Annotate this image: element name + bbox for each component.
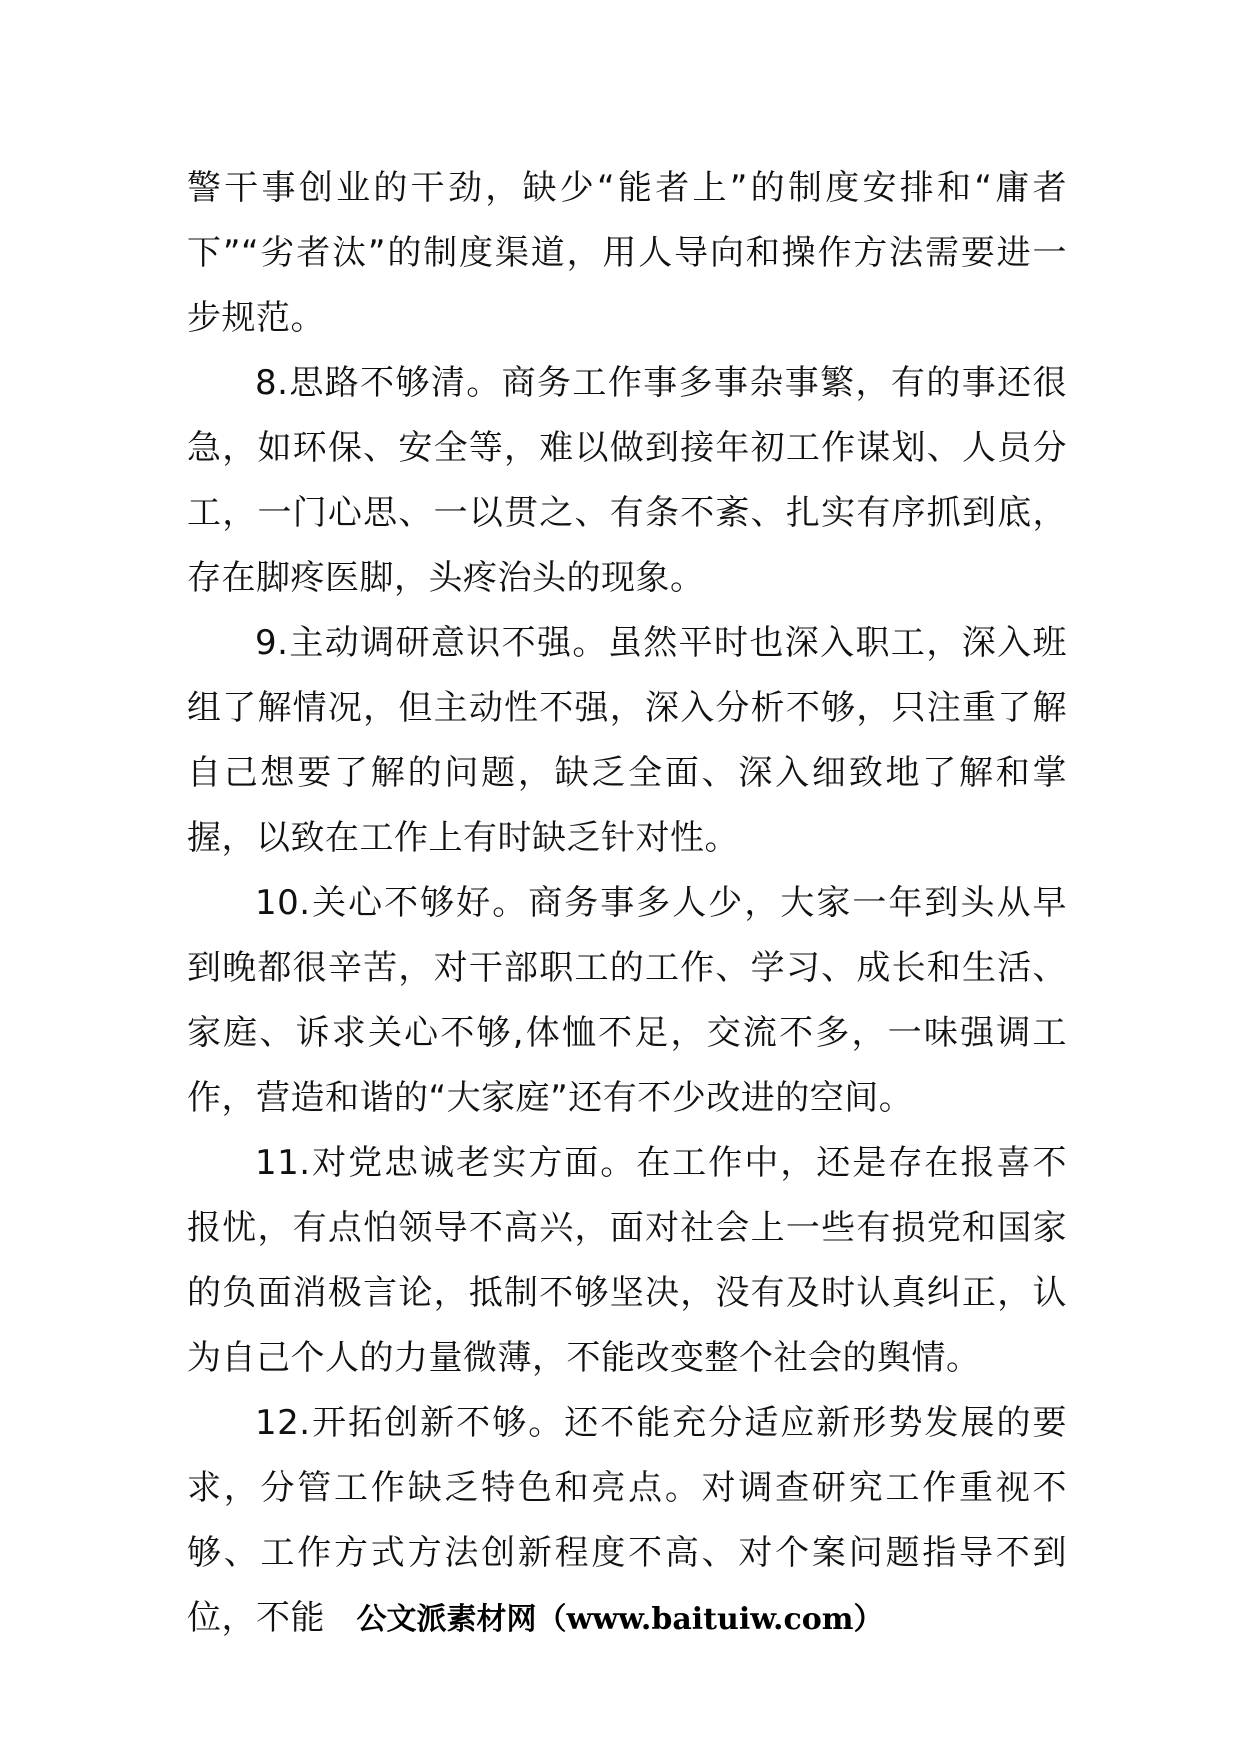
paragraph-item-12: 12.开拓创新不够。还不能充分适应新形势发展的要求，分管工作缺乏特色和亮点。对调查研究工作重视不够、工作方式方法创新程度不高、对个案问题指导不到位，不能	[187, 1403, 1067, 1638]
paragraph-item-11: 11.对党忠诚老实方面。在工作中，还是存在报喜不报忧，有点怕领导不高兴，面对社会上一些有损党和国家的负面消极言论，抵制不够坚决，没有及时认真纠正，认为自己个人的力量微薄，不能改变整个社会的舆情。	[187, 1143, 1067, 1378]
paragraph-item-10: 10.关心不够好。商务事多人少，大家一年到头从早到晚都很辛苦，对干部职工的工作、学习、成长和生活、家庭、诉求关心不够,体恤不足，交流不多，一味强调工作，营造和谐的“大家庭”还有不少改进的空间。	[187, 883, 1067, 1118]
footer-watermark: 公文派素材网（www.baituiw.com）	[356, 1602, 884, 1637]
paragraph-item-8: 8.思路不够清。商务工作事多事杂事繁，有的事还很急，如环保、安全等，难以做到接年初工作谋划、人员分工，一门心思、一以贯之、有条不紊、扎实有序抓到底，存在脚疼医脚，头疼治头的现象。	[187, 363, 1067, 598]
document-body	[187, 156, 1067, 1651]
paragraph-continuation: 警干事创业的干劲，缺少“能者上”的制度安排和“庸者下”“劣者汰”的制度渠道，用人导向和操作方法需要进一步规范。	[187, 168, 1067, 338]
paragraph-item-9: 9.主动调研意识不强。虽然平时也深入职工，深入班组了解情况，但主动性不强，深入分析不够，只注重了解自己想要了解的问题，缺乏全面、深入细致地了解和掌握，以致在工作上有时缺乏针对性。	[187, 623, 1067, 858]
